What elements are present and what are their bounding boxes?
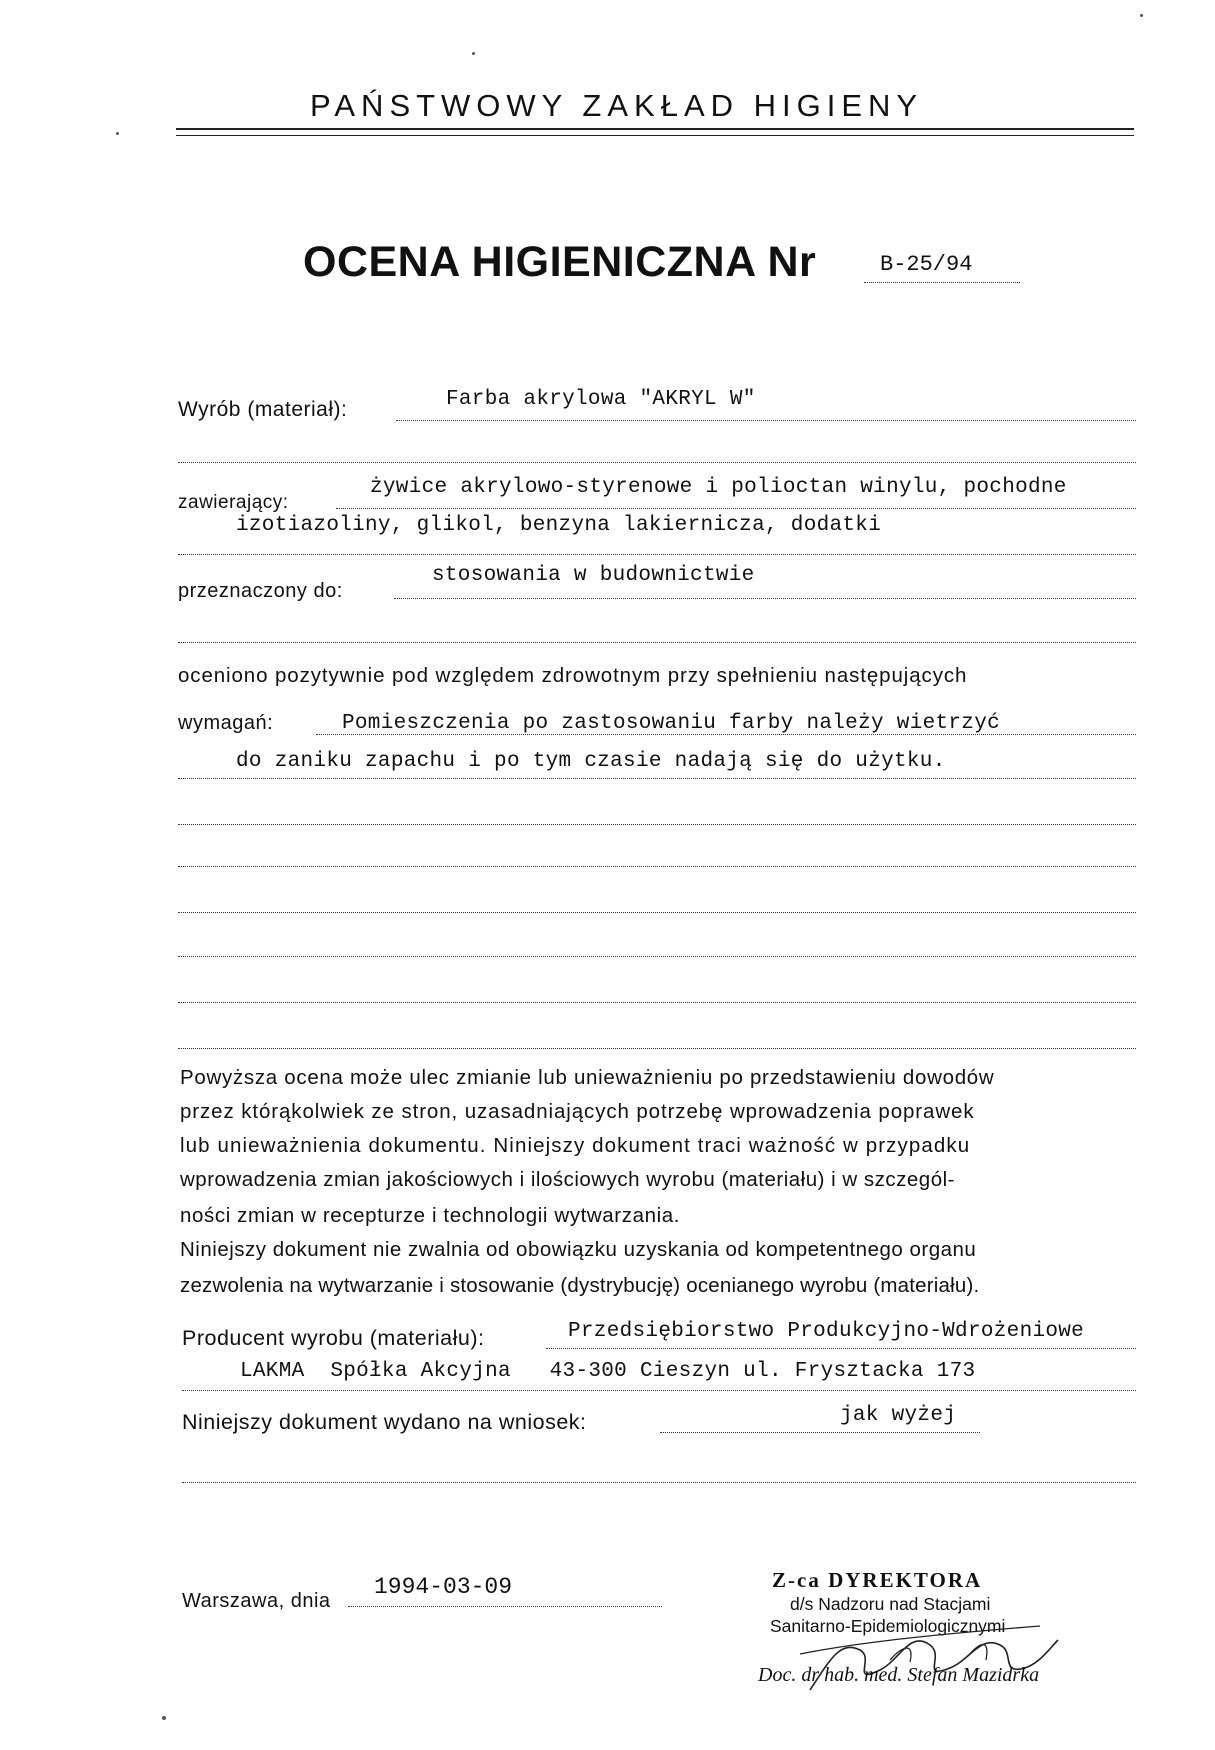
number-line xyxy=(864,282,1020,283)
producer-line-2: LAKMA Spółka Akcyjna 43-300 Cieszyn ul. Frysztacka 173 xyxy=(240,1360,976,1383)
request-value: jak wyżej xyxy=(840,1404,957,1427)
blank-line xyxy=(178,1002,1136,1003)
scan-speck xyxy=(1140,14,1143,17)
request-line-2 xyxy=(182,1482,1136,1483)
requirements-line-2-rule xyxy=(178,778,1136,779)
contains-line-2-rule xyxy=(178,554,1136,555)
purpose-label: przeznaczony do: xyxy=(178,580,343,602)
header-rule-bottom xyxy=(176,135,1134,136)
signatory-name: Doc. dr hab. med. Stefan Mazidrka xyxy=(758,1664,1040,1686)
producer-line-2-rule xyxy=(182,1390,1136,1391)
date-line xyxy=(348,1606,662,1607)
product-label: Wyrób (materiał): xyxy=(178,398,348,421)
date-value: 1994-03-09 xyxy=(374,1574,513,1600)
notice-line-2: przez którąkolwiek ze stron, uzasadniających potrzebę wprowadzenia poprawek xyxy=(180,1100,975,1123)
scan-speck xyxy=(116,132,119,135)
product-value: Farba akrylowa "AKRYL W" xyxy=(446,388,756,411)
document-title: OCENA HIGIENICZNA Nr xyxy=(303,238,817,286)
document-number: B-25/94 xyxy=(880,252,973,277)
requirements-line-2: do zaniku zapachu i po tym czasie nadają się do użytku. xyxy=(236,750,946,773)
product-line xyxy=(396,420,1136,421)
blank-line xyxy=(178,912,1136,913)
assessment-intro: oceniono pozytywnie pod względem zdrowotnym przy spełnieniu następujących xyxy=(178,664,968,687)
signature xyxy=(740,1590,1100,1710)
requirements-line-1-rule xyxy=(316,734,1136,735)
product-line-2 xyxy=(178,462,1136,463)
contains-line-1-rule xyxy=(336,508,1136,509)
request-label: Niniejszy dokument wydano na wniosek: xyxy=(182,1410,587,1434)
blank-line xyxy=(178,956,1136,957)
notice-line-3: lub unieważnienia dokumentu. Niniejszy dokument traci ważność w przypadku xyxy=(180,1134,971,1157)
purpose-value: stosowania w budownictwie xyxy=(432,564,755,587)
contains-label: zawierający: xyxy=(178,492,289,513)
producer-label: Producent wyrobu (materiału): xyxy=(182,1326,485,1350)
producer-line-1: Przedsiębiorstwo Produkcyjno-Wdrożeniowe xyxy=(568,1320,1085,1343)
notice-line-4: wprowadzenia zmian jakościowych i ilościowych wyrobu (materiału) i w szczegól- xyxy=(180,1168,955,1191)
requirements-line-1: Pomieszczenia po zastosowaniu farby należy wietrzyć xyxy=(342,712,1001,735)
date-label: Warszawa, dnia xyxy=(182,1590,331,1612)
notice-line-6: Niniejszy dokument nie zwalnia od obowiązku uzyskania od kompetentnego organu xyxy=(180,1238,977,1261)
notice-line-1: Powyższa ocena może ulec zmianie lub unieważnieniu po przedstawieniu dowodów xyxy=(180,1066,995,1089)
stamp-title: Z-ca DYREKTORA xyxy=(772,1568,983,1592)
contains-line-2: izotiazoliny, glikol, benzyna lakiernicza, dodatki xyxy=(236,514,882,537)
contains-line-1: żywice akrylowo-styrenowe i polioctan winylu, pochodne xyxy=(370,476,1067,499)
blank-line xyxy=(178,824,1136,825)
stamp-line-3: Sanitarno-Epidemiologicznymi xyxy=(770,1616,1006,1636)
purpose-line xyxy=(394,598,1136,599)
producer-line-1-rule xyxy=(546,1348,1136,1349)
notice-line-7: zezwolenia na wytwarzanie i stosowanie (dystrybucję) ocenianego wyrobu (materiału). xyxy=(180,1274,980,1297)
header-rule-top xyxy=(176,128,1134,130)
scan-speck xyxy=(162,1716,166,1720)
blank-line xyxy=(178,1048,1136,1049)
institution-header: PAŃSTWOWY ZAKŁAD HIGIENY xyxy=(310,88,924,123)
requirements-label: wymagań: xyxy=(178,712,274,734)
blank-line xyxy=(178,866,1136,867)
notice-line-5: ności zmian w recepturze i technologii wytwarzania. xyxy=(180,1204,681,1227)
purpose-line-2 xyxy=(178,642,1136,643)
scan-speck xyxy=(472,52,475,55)
stamp-line-2: d/s Nadzoru nad Stacjami xyxy=(790,1594,991,1614)
request-line xyxy=(660,1432,980,1433)
